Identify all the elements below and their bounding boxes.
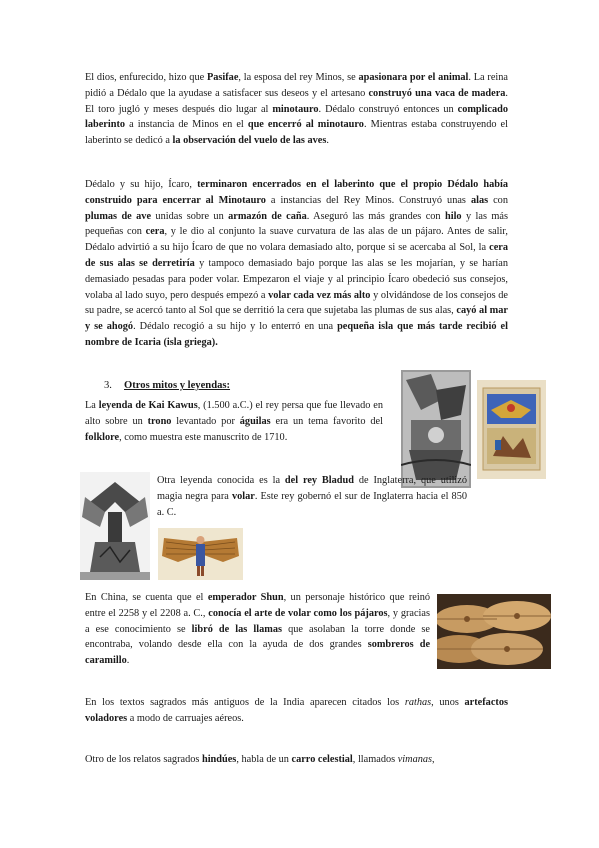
section-heading: 3. Otros mitos y leyendas: [104, 380, 231, 391]
paragraph-rathas: En los textos sagrados más antiguos de la India aparecen citados los rathas, unos artefactos voladores a modo de carruajes aéreos. [85, 697, 508, 724]
bamboo-hats-image [437, 594, 551, 669]
winged-man-image [158, 528, 243, 580]
paragraph-bladud: Otra leyenda conocida es la del rey Bladud de Inglaterra, que utilizó magia negra para volar. Este rey gobernó el sur de Inglaterra hacia el 850 a. C. [157, 475, 468, 518]
engraving-image [401, 370, 471, 488]
bladud-engraving-image [80, 472, 150, 580]
paragraph-icaro: Dédalo y su hijo, Ícaro, terminaron encerrados en el laberinto que el propio Dédalo había construido para encerrar al Minotauro a instancias del Rey Minos. Construyó unas alas con plumas de ave unidas sobre un armazón de caña. Aseguró las más grandes con hilo y las más pequeñas con cera, y le dio al conjunto la suave curvatura de las alas de un pájaro. Antes de salir, Dédalo advirtió a su hijo Ícaro de que no volara demasiado alto, porque si se acercaba al Sol, la cera de sus alas se derretiría y tampoco demasiado bajo porque las alas se les mojarían, y se harían demasiado pesadas para poder volar. Empezaron el viaje y al principio Ícaro obedeció sus consejos, volaba al lado suyo, pero después empezó a volar cada vez más alto y olvidándose de los consejos de su padre, se acercó tanto al Sol que se derritió la cera que sujetaba las plumas de sus alas, cayó al mar y se ahogó. Dédalo recogió a su hijo y lo enterró en una pequeña isla que más tarde recibió el nombre de Icaria (isla griega). [85, 179, 508, 348]
paragraph-shun: En China, se cuenta que el emperador Shun, un personaje histórico que reinó entre el 2258 y el 2208 a. C., conocía el arte de volar como los pájaros, y gracias a ese conocimiento se libró de las llamas que asolaban la torre donde se encontraba, volando desde ella con la ayuda de dos grandes sombreros de caramillo. [85, 592, 431, 667]
paragraph-kai-kawus: La leyenda de Kai Kawus, (1.500 a.C.) el rey persa que fue llevado en alto sobre un trono levantado por águilas era un tema favorito del folklore, como muestra este manuscrito de 1710. [85, 400, 384, 443]
manuscript-image [477, 380, 546, 479]
paragraph-pasifae: El dios, enfurecido, hizo que Pasifae, la esposa del rey Minos, se apasionara por el animal. La reina pidió a Dédalo que la ayudase a satisfacer sus deseos y el artesano construyó una vaca de madera. El toro jugló y meses después dio lugar al minotauro. Dédalo construyó entonces un complicado laberinto a instancia de Minos en el que encerró al minotauro. Mientras estaba construyendo el laberinto se dedicó a la observación del vuelo de las aves. [85, 72, 508, 147]
paragraph-vimanas: Otro de los relatos sagrados hindúes, habla de un carro celestial, llamados vimanas, [85, 754, 435, 765]
